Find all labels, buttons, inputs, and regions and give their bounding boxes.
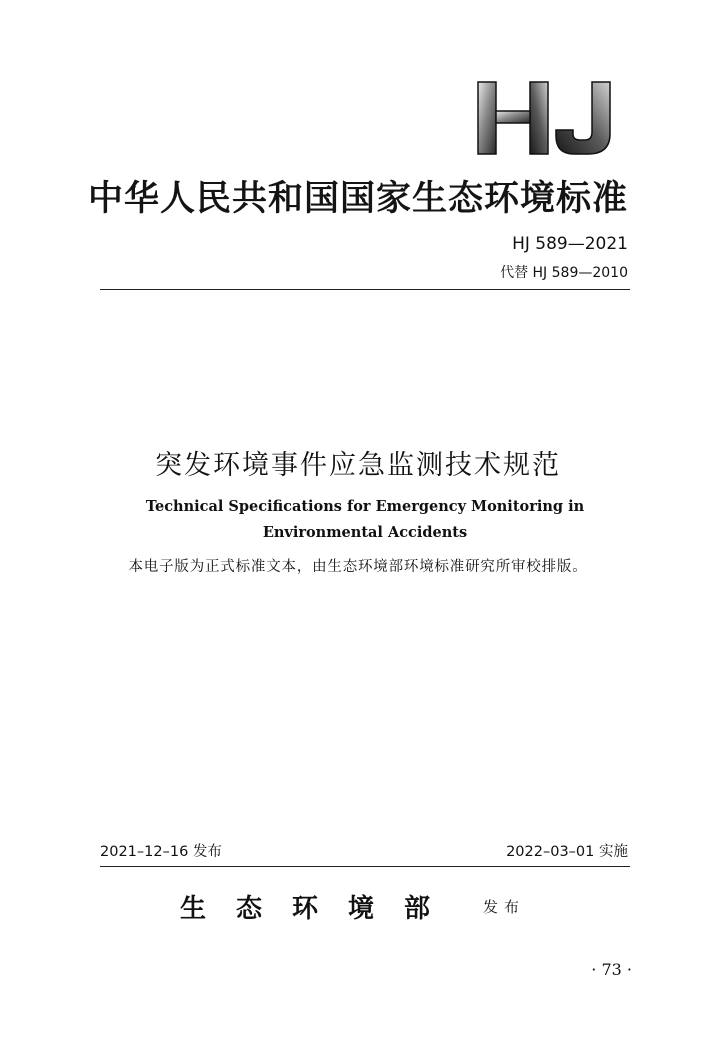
issuer-name: 生态环境部: [180, 894, 461, 924]
publish-date: 2021–12–16 发布: [100, 844, 222, 860]
issuer-suffix: 发布: [483, 898, 526, 916]
document-note: 本电子版为正式标准文本，由生态环境部环境标准研究所审校排版。: [128, 559, 588, 575]
footer-divider: [100, 866, 630, 867]
standard-replaces: 代替 HJ 589—2010: [500, 265, 628, 281]
page-number: · 73 ·: [591, 960, 632, 979]
standard-number: HJ 589—2021: [512, 234, 628, 254]
document-title-en: Technical Specifications for Emergency Monitoring in Environmental Accidents: [145, 498, 585, 541]
implement-date: 2022–03–01 实施: [506, 844, 628, 860]
header-divider: [100, 289, 630, 290]
standard-category-title: 中华人民共和国国家生态环境标准: [87, 178, 628, 219]
hj-logo: [474, 78, 618, 158]
document-title-zh: 突发环境事件应急监测技术规范: [155, 450, 561, 481]
